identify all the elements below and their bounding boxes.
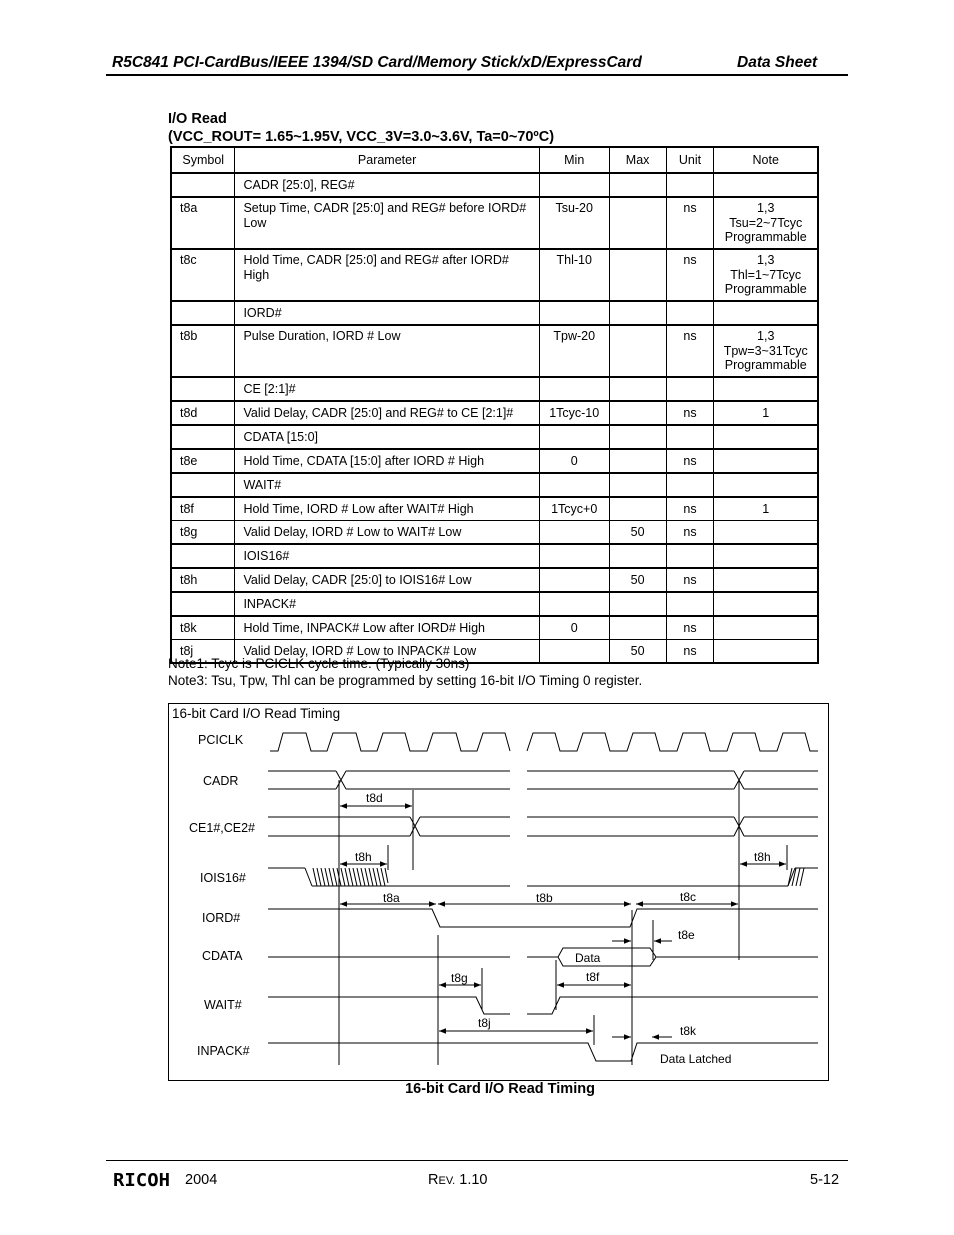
unit-cell: ns	[666, 401, 714, 425]
footer-rule	[106, 1160, 848, 1161]
column-header: Min	[539, 147, 609, 173]
iois16-waveform	[268, 868, 818, 886]
rev-prefix: R	[428, 1172, 439, 1188]
min-cell: 1Tcyc+0	[539, 497, 609, 521]
signal-label-wait: WAIT#	[204, 998, 242, 1012]
signal-label-pciclk: PCICLK	[198, 733, 244, 747]
pciclk-waveform-right	[527, 733, 818, 751]
symbol-cell: t8d	[171, 401, 235, 425]
rev-number: 1.10	[459, 1172, 488, 1188]
t8h-right-label: t8h	[754, 850, 771, 864]
t8d-label: t8d	[366, 791, 383, 805]
cdata-waveform	[268, 948, 818, 966]
ricoh-logo	[112, 1170, 172, 1189]
symbol-cell: t8j	[171, 640, 235, 664]
symbol-cell: t8e	[171, 449, 235, 473]
symbol-cell: t8k	[171, 616, 235, 640]
group-label-cell: WAIT#	[235, 473, 539, 497]
note-line: Programmable	[724, 282, 807, 296]
parameter-cell: Pulse Duration, IORD # Low	[235, 325, 539, 377]
parameter-cell: Valid Delay, CADR [25:0] and REG# to CE [2:1]#	[235, 401, 539, 425]
note-line: 1	[762, 406, 770, 420]
column-header: Max	[609, 147, 666, 173]
reference-lines	[339, 780, 787, 1065]
note-line: 1,3	[757, 329, 775, 343]
group-label-cell: IOIS16#	[235, 544, 539, 568]
t8b-label: t8b	[536, 891, 553, 905]
document-title: R5C841 PCI-CardBus/IEEE 1394/SD Card/Memory Stick/xD/ExpressCard	[112, 54, 642, 71]
max-cell: 50	[609, 521, 666, 545]
unit-cell: ns	[666, 521, 714, 545]
cadr-waveform	[268, 771, 818, 789]
min-cell: 1Tcyc-10	[539, 401, 609, 425]
section-conditions: (VCC_ROUT= 1.65~1.95V, VCC_3V=3.0~3.6V, Ta=0~70ºC)	[168, 129, 555, 145]
parameter-cell: Hold Time, CADR [25:0] and REG# after IORD# High	[235, 249, 539, 301]
min-cell: 0	[539, 616, 609, 640]
figure-caption: 16-bit Card I/O Read Timing	[405, 1081, 595, 1097]
symbol-cell: t8g	[171, 521, 235, 545]
t8k-label: t8k	[680, 1024, 697, 1038]
symbol-cell: t8a	[171, 197, 235, 249]
iord-waveform	[268, 909, 818, 927]
unit-cell: ns	[666, 497, 714, 521]
t8j-label: t8j	[478, 1016, 491, 1030]
min-cell: 0	[539, 449, 609, 473]
symbol-cell: t8c	[171, 249, 235, 301]
min-cell: Tsu-20	[539, 197, 609, 249]
column-header: Symbol	[171, 147, 235, 173]
note-line: Tsu=2~7Tcyc	[729, 215, 803, 230]
note-line: 1	[762, 502, 770, 516]
note-1: Note1: Tcyc is PCICLK cycle time. (Typically 30ns)	[168, 656, 470, 671]
group-label-cell: INPACK#	[235, 592, 539, 616]
min-cell: Tpw-20	[539, 325, 609, 377]
t8h-left-label: t8h	[355, 850, 372, 864]
signal-label-inpack: INPACK#	[197, 1044, 250, 1058]
parameter-cell: Hold Time, INPACK# Low after IORD# High	[235, 616, 539, 640]
symbol-cell: t8f	[171, 497, 235, 521]
t8e-label: t8e	[678, 928, 695, 942]
footer-year: 2004	[185, 1172, 218, 1188]
note-3: Note3: Tsu, Tpw, Thl can be programmed by setting 16-bit I/O Timing 0 register.	[168, 673, 643, 688]
note-line: Programmable	[724, 230, 807, 244]
unit-cell: ns	[666, 249, 714, 301]
t8a-label: t8a	[383, 891, 400, 905]
unit-cell: ns	[666, 568, 714, 592]
document-type: Data Sheet	[737, 54, 818, 71]
group-label-cell: CADR [25:0], REG#	[235, 173, 539, 197]
note-line: Programmable	[724, 358, 807, 372]
data-label: Data	[575, 951, 601, 965]
unit-cell: ns	[666, 449, 714, 473]
parameter-cell: Valid Delay, IORD # Low to WAIT# Low	[235, 521, 539, 545]
note-line: 1,3	[757, 201, 775, 215]
group-label-cell: CDATA [15:0]	[235, 425, 539, 449]
unit-cell: ns	[666, 640, 714, 664]
column-header: Note	[714, 147, 818, 173]
signal-label-cadr: CADR	[203, 774, 239, 788]
section-title: I/O Read	[168, 111, 227, 127]
column-header: Unit	[666, 147, 714, 173]
inpack-waveform	[268, 1043, 818, 1061]
parameter-cell: Valid Delay, IORD # Low to INPACK# Low	[235, 640, 539, 664]
signal-label-ce: CE1#,CE2#	[189, 821, 256, 835]
pciclk-waveform-left	[270, 733, 510, 751]
parameter-cell: Hold Time, IORD # Low after WAIT# High	[235, 497, 539, 521]
logo-text: RICOH	[113, 1170, 170, 1189]
symbol-cell: t8h	[171, 568, 235, 592]
signal-label-iois16: IOIS16#	[200, 871, 246, 885]
note-line: Thl=1~7Tcyc	[730, 267, 802, 282]
unit-cell: ns	[666, 197, 714, 249]
max-cell: 50	[609, 640, 666, 664]
ce-waveform	[268, 817, 818, 836]
column-header: Parameter	[235, 147, 539, 173]
note-line: 1,3	[757, 253, 775, 267]
t8f-label: t8f	[586, 970, 600, 984]
data-latched-label: Data Latched	[660, 1052, 732, 1066]
wait-waveform-right	[527, 997, 818, 1014]
group-label-cell: IORD#	[235, 301, 539, 325]
parameter-cell: Setup Time, CADR [25:0] and REG# before IORD# Low	[235, 197, 539, 249]
note-line: Tpw=3~31Tcyc	[723, 343, 808, 358]
unit-cell: ns	[666, 616, 714, 640]
min-cell: Thl-10	[539, 249, 609, 301]
footer-revision	[428, 1172, 487, 1188]
timing-diagram-label: 16-bit Card I/O Read Timing	[172, 706, 341, 721]
max-cell: 50	[609, 568, 666, 592]
group-label-cell: CE [2:1]#	[235, 377, 539, 401]
rev-small: EV.	[438, 1175, 456, 1187]
unit-cell: ns	[666, 325, 714, 377]
signal-label-iord: IORD#	[202, 911, 241, 925]
t8c-label: t8c	[680, 890, 697, 904]
parameter-cell: Valid Delay, CADR [25:0] to IOIS16# Low	[235, 568, 539, 592]
symbol-cell: t8b	[171, 325, 235, 377]
footer-page-number: 5-12	[810, 1172, 840, 1188]
signal-label-cdata: CDATA	[202, 949, 243, 963]
parameter-cell: Hold Time, CDATA [15:0] after IORD # High	[235, 449, 539, 473]
t8g-label: t8g	[451, 971, 468, 985]
wait-waveform	[268, 997, 510, 1014]
